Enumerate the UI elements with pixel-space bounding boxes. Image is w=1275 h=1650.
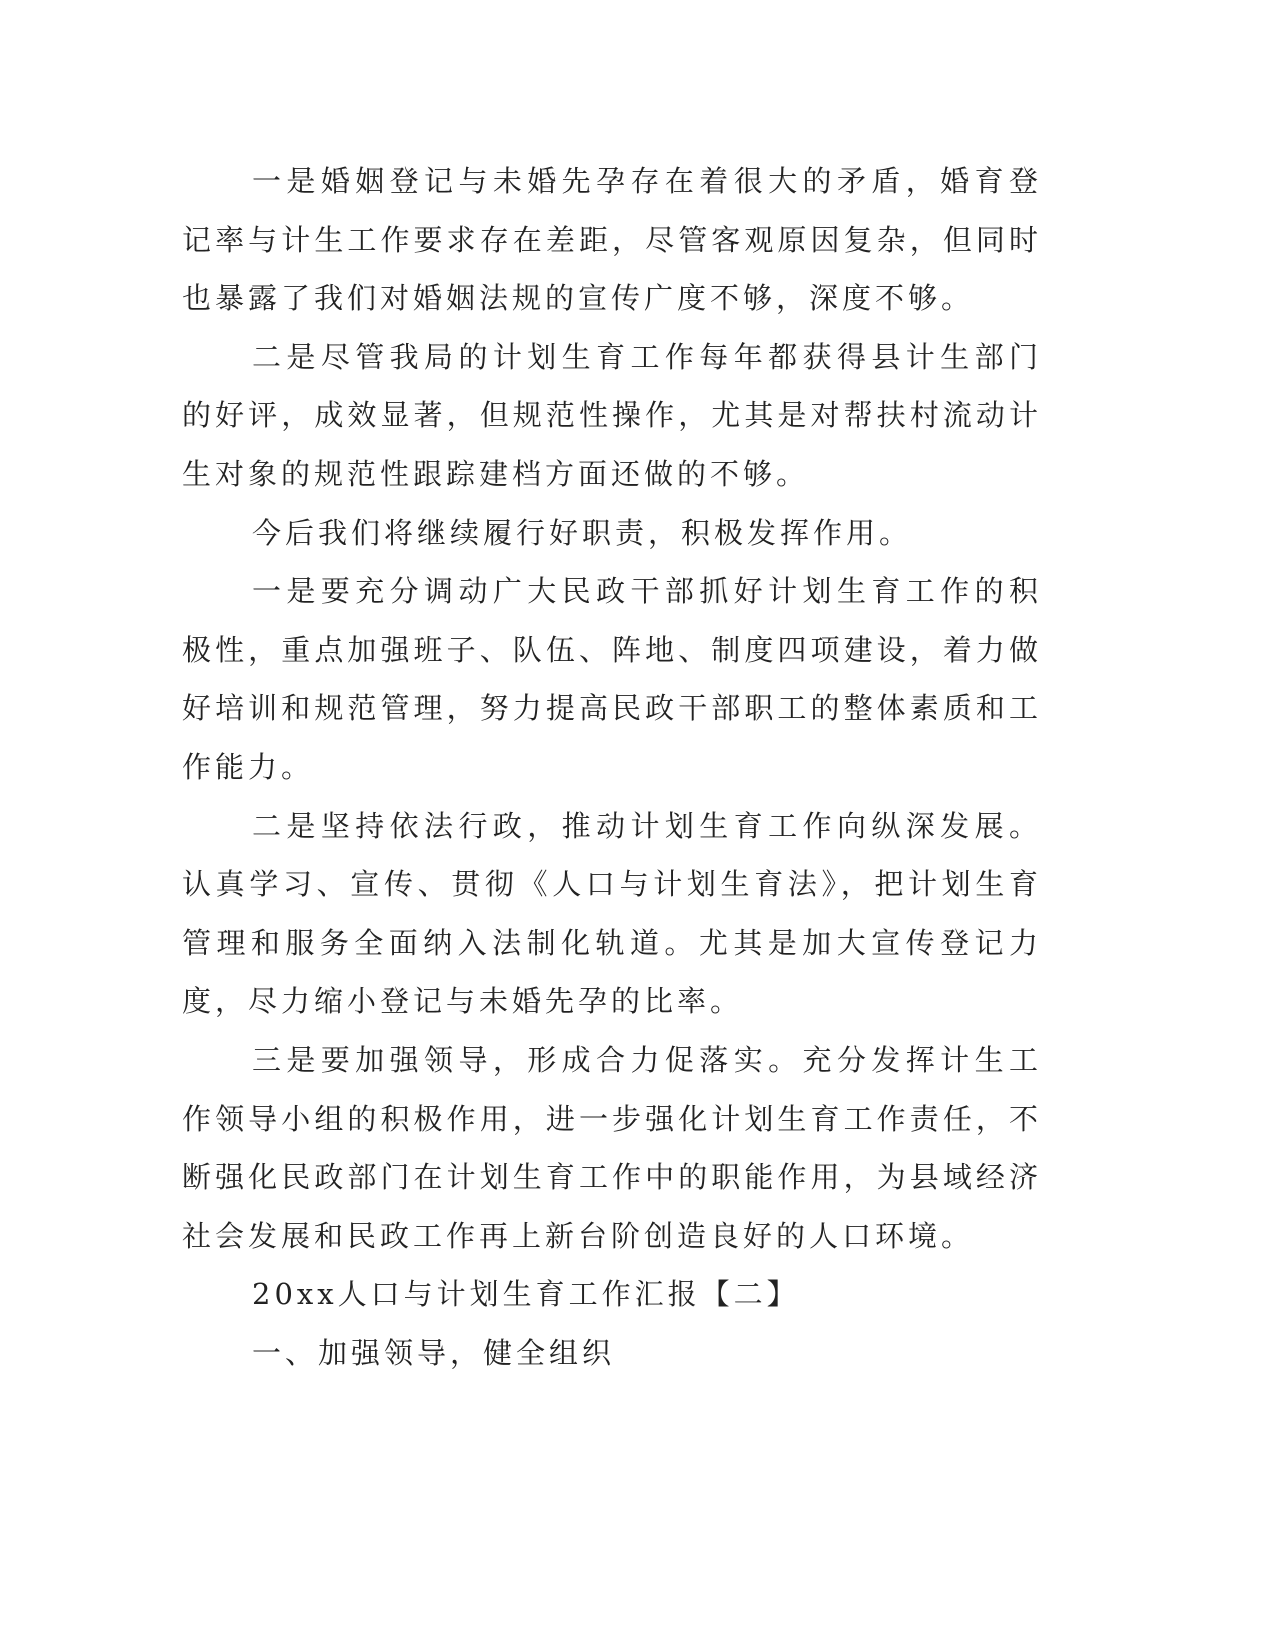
paragraph-family-planning-standardization-issue: 二是尽管我局的计划生育工作每年都获得县计生部门的好评，成效显著，但规范性操作，尤其是对帮扶村流动计生对象的规范性跟踪建档方面还做的不够。 <box>182 339 1042 491</box>
paragraph-mobilize-cadres: 一是要充分调动广大民政干部抓好计划生育工作的积极性，重点加强班子、队伍、阵地、制度四项建设，着力做好培训和规范管理，努力提高民政干部职工的整体素质和工作能力。 <box>182 574 1042 784</box>
paragraph-rule-of-law: 二是坚持依法行政，推动计划生育工作向纵深发展。认真学习、宣传、贯彻《人口与计划生育法》，把计划生育管理和服务全面纳入法制化轨道。尤其是加大宣传登记力度，尽力缩小登记与未婚先孕的比率。 <box>182 808 1042 1019</box>
section-heading-report-two: 20xx人口与计划生育工作汇报【二】 <box>252 1277 800 1312</box>
subheading-strengthen-leadership-organization: 一、加强领导，健全组织 <box>252 1335 616 1370</box>
paragraph-marriage-registration-issue: 一是婚姻登记与未婚先孕存在着很大的矛盾，婚育登记率与计生工作要求存在差距，尽管客观原因复杂，但同时也暴露了我们对婚姻法规的宣传广度不够，深度不够。 <box>182 164 1042 316</box>
paragraph-strengthen-leadership: 三是要加强领导，形成合力促落实。充分发挥计生工作领导小组的积极作用，进一步强化计划生育工作责任，不断强化民政部门在计划生育工作中的职能作用，为县域经济社会发展和民政工作再上新台阶创造良好的人口环境。 <box>182 1042 1042 1253</box>
document-body <box>182 152 1042 1382</box>
paragraph-future-commitment: 今后我们将继续履行好职责，积极发挥作用。 <box>252 515 913 550</box>
